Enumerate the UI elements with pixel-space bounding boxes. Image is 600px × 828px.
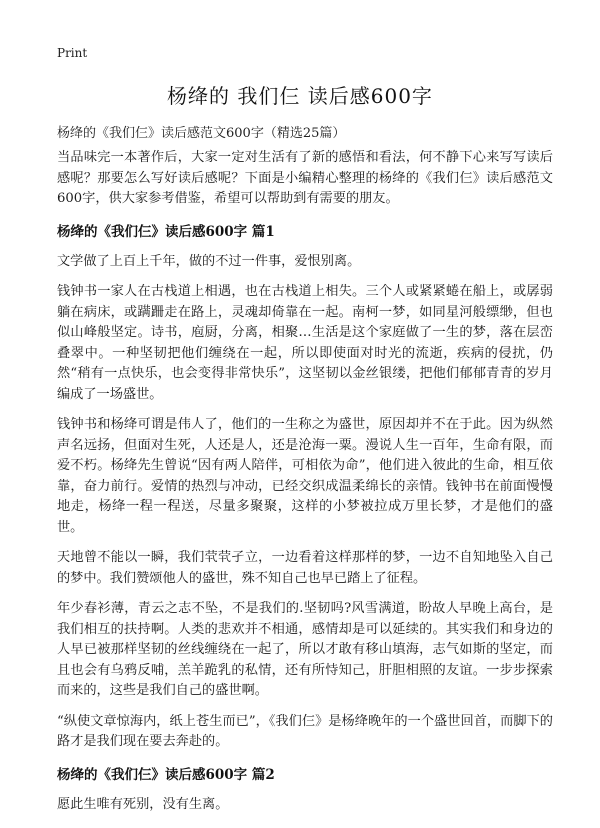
page-title: 杨绛的 我们仨 读后感600字 [167, 84, 433, 108]
body-paragraph: 天地曾不能以一瞬，我们茕茕孑立，一边看着这样那样的梦，一边不自知地坠入自己的梦中。我们赞颂他人的盛世，殊不知自己也早已踏上了征程。 [57, 550, 553, 586]
section-heading: 杨绛的《我们仨》读后感600字 篇2 [57, 766, 275, 783]
article-body [57, 148, 553, 825]
print-label: Print [57, 46, 88, 60]
intro-paragraph: 当品味完一本著作后，大家一定对生活有了新的感悟和看法，何不静下心来写写读后感呢？那要怎么写好读后感呢？下面是小编精心整理的杨绛的《我们仨》读后感范文600字，供大家参考借鉴，希望可以帮助到有需要的朋友。 [57, 150, 553, 206]
body-paragraph: 愿此生唯有死别，没有生离。 [57, 796, 229, 812]
body-paragraph: 文学做了上百上千年，做的不过一件事，爱恨别离。 [57, 253, 361, 269]
body-paragraph: 年少春衫薄，青云之志不坠，不是我们的.坚韧吗?风雪满道，盼故人早晚上高台，是我们相互的扶持啊。人类的悲欢并不相通，感情却是可以延续的。其实我们和身边的人早已被那样坚韧的丝线缠绕在一起了，所以才敢有移山填海，志气如斯的坚定，而且也会有乌鸦反哺，羔羊跪乳的私情，还有所恃知己，肝胆相照的友谊。一步步探索而来的，这些是我们自己的盛世啊。 [57, 601, 553, 698]
body-paragraph: 钱钟书和杨绛可谓是伟人了，他们的一生称之为盛世，原因却并不在于此。因为纵然声名远扬，但面对生死，人还是人，还是沧海一粟。漫说人生一百年，生命有限，而爱不朽。杨绛先生曾说“因有两人陪伴，可相依为命”，他们进入彼此的生命，相互依靠，奋力前行。爱情的热烈与冲动，已经交织成温柔绵长的亲情。钱钟书在前面慢慢地走，杨绛一程一程送，尽量多聚聚，这样的小梦被拉成万里长梦，才是他们的盛世。 [57, 417, 553, 535]
page-subtitle: 杨绛的《我们仨》读后感范文600字（精选25篇） [57, 126, 346, 141]
body-paragraph: 钱钟书一家人在古栈道上相遇，也在古栈道上相失。三个人或紧紧蜷在船上，或孱弱躺在病床，或蹒跚走在路上，灵魂却倚靠在一起。南柯一梦，如同星河般缥缈，但也似山峰般坚定。诗书，庖厨，分离，相聚…生活是这个家庭做了一生的梦，落在层峦叠翠中。一种坚韧把他们缠绕在一起，所以即使面对时光的流逝，疾病的侵扰，仍然“稍有一点快乐，也会变得非常快乐”，这坚韧以金丝银缕，把他们郁郁青青的岁月编成了一场盛世。 [57, 284, 553, 402]
section-heading: 杨绛的《我们仨》读后感600字 篇1 [57, 223, 275, 240]
body-paragraph: “纵使文章惊海内，纸上苍生而已”，《我们仨》是杨绛晚年的一个盛世回首，而脚下的路才是我们现在要去奔赴的。 [57, 713, 553, 749]
